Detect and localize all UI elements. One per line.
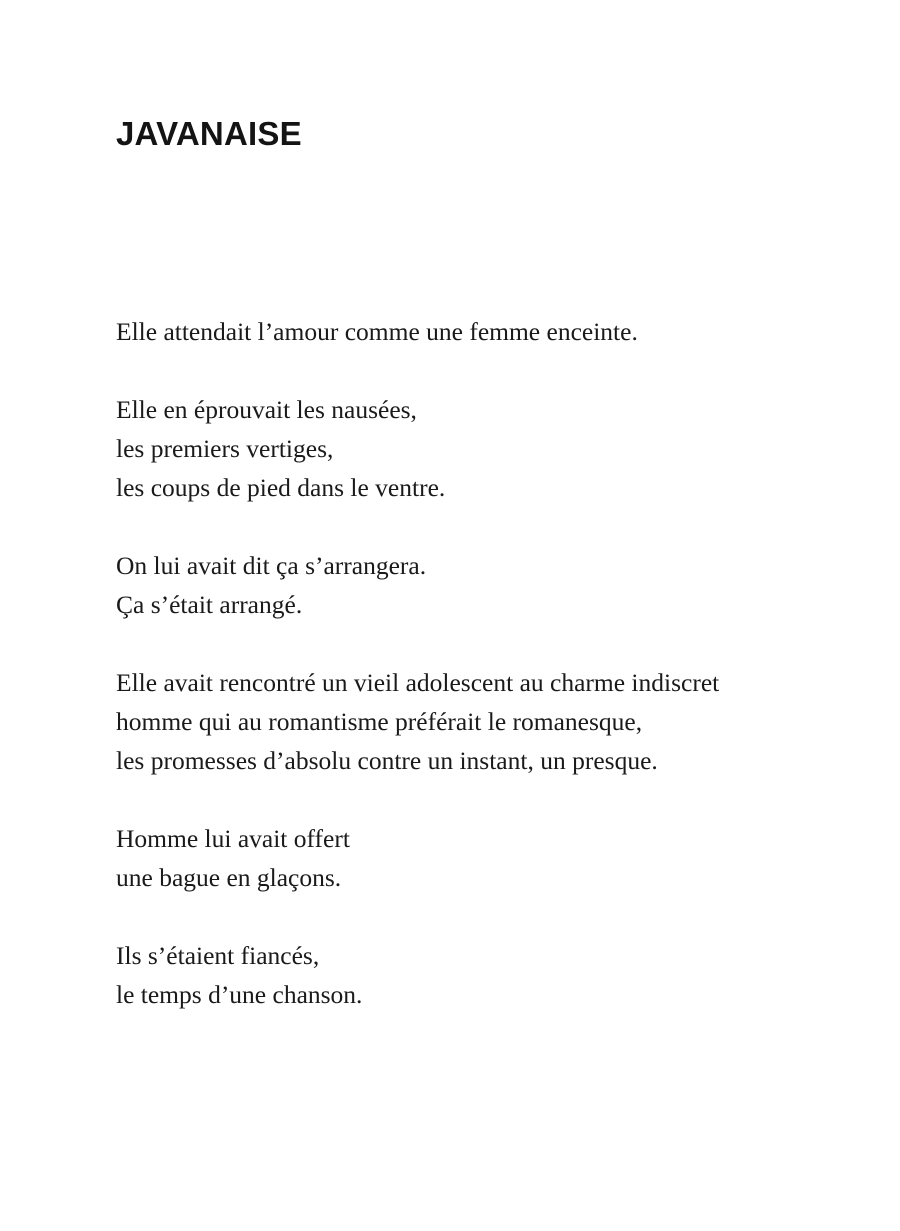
stanza-4: [116, 663, 836, 780]
poem-line: les promesses d’absolu contre un instant, un presque.: [116, 746, 658, 775]
poem-line: le temps d’une chanson.: [116, 980, 363, 1009]
poem-line: Ils s’étaient fiancés,: [116, 941, 320, 970]
poem-line: homme qui au romantisme préférait le romanesque,: [116, 707, 643, 736]
poem-line: Elle attendait l’amour comme une femme enceinte.: [116, 317, 638, 346]
poem-line: les premiers vertiges,: [116, 434, 334, 463]
poem-line: Elle en éprouvait les nausées,: [116, 395, 417, 424]
stanza-6: [116, 936, 836, 1014]
poem-body: [116, 312, 836, 1053]
poem-line: une bague en glaçons.: [116, 863, 342, 892]
poem-line: les coups de pied dans le ventre.: [116, 473, 446, 502]
poem-line: On lui avait dit ça s’arrangera.: [116, 551, 427, 580]
poem-line: Elle avait rencontré un vieil adolescent au charme indiscret: [116, 668, 720, 697]
stanza-1: [116, 312, 836, 351]
stanza-5: [116, 819, 836, 897]
stanza-2: [116, 390, 836, 507]
poem-title: JAVANAISE: [116, 115, 302, 152]
poem-line: Ça s’était arrangé.: [116, 590, 303, 619]
stanza-3: [116, 546, 836, 624]
poem-line: Homme lui avait offert: [116, 824, 350, 853]
